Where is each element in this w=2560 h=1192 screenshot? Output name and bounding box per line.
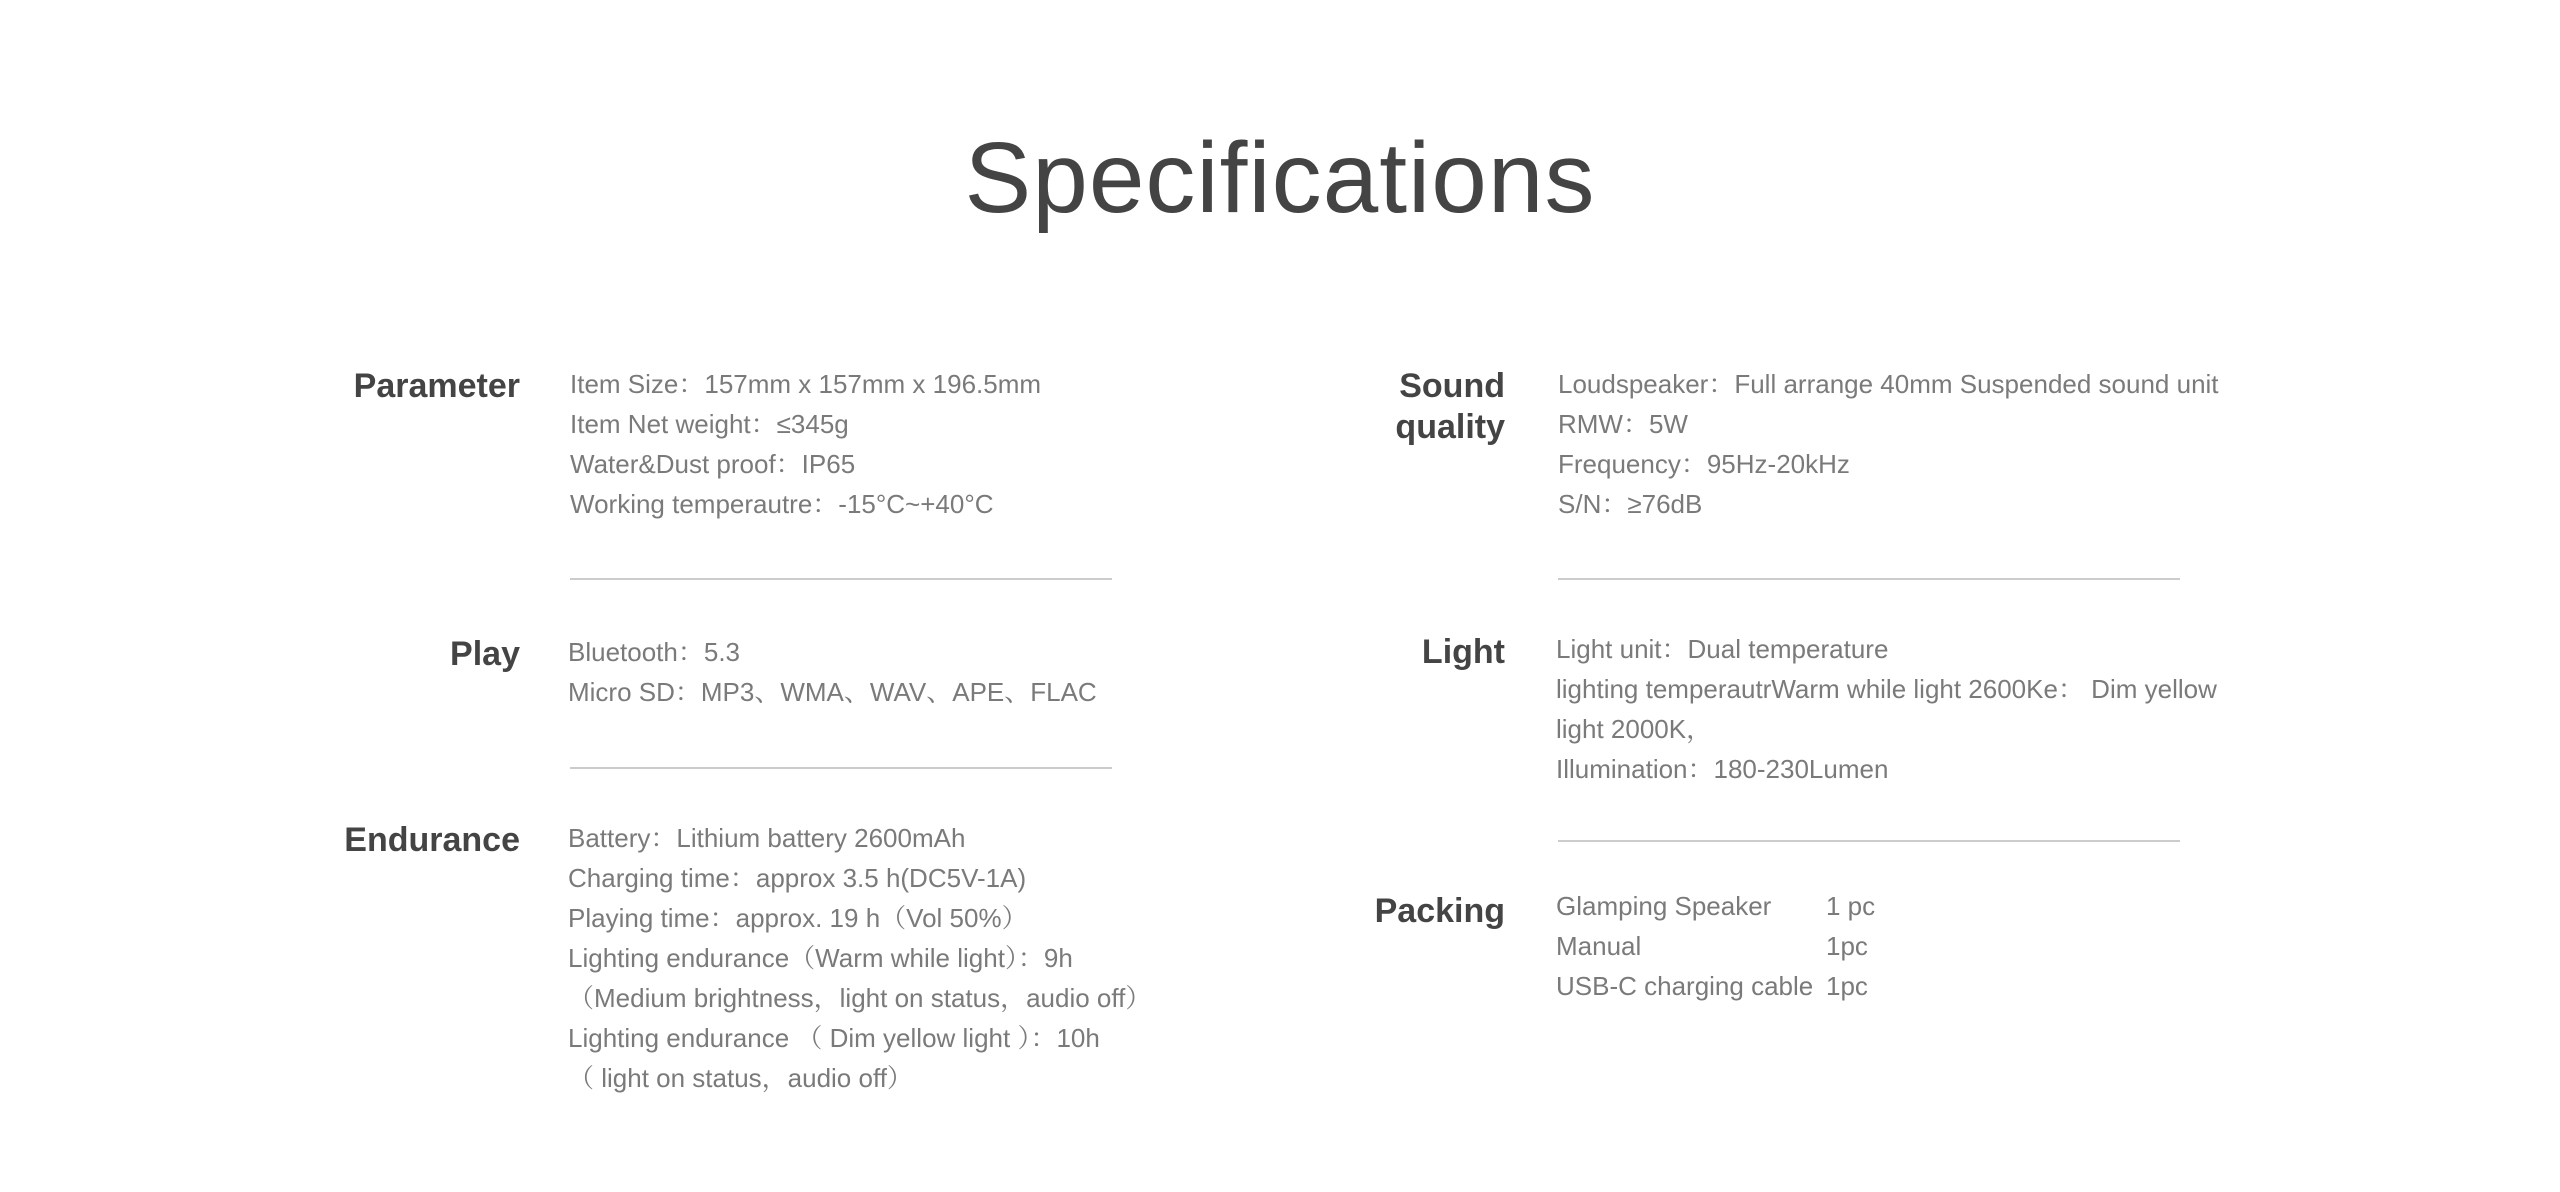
section-label-line: quality: [1395, 408, 1505, 446]
packing-item-name: USB-C charging cable: [1556, 971, 1814, 1001]
section-body-play: [568, 632, 1097, 712]
section-divider: [570, 767, 1112, 769]
packing-item-qty: 1pc: [1826, 971, 1868, 1001]
spec-line: Playing time：approx. 19 h（Vol 50%）: [568, 903, 1028, 933]
spec-line: Lighting endurance （ Dim yellow light ）：10h: [568, 1023, 1100, 1053]
packing-item: [1556, 926, 1956, 966]
spec-line: Working temperautre：-15°C~+40°C: [570, 489, 994, 519]
spec-line: Frequency：95Hz-20kHz: [1558, 449, 1850, 479]
spec-line: lighting temperautrWarm while light 2600Ke： Dim yellow: [1556, 674, 2217, 704]
packing-item-qty: 1pc: [1826, 931, 1868, 961]
section-body-sound-quality: [1558, 364, 2219, 524]
packing-item-name: Glamping Speaker: [1556, 891, 1772, 921]
spec-line: Water&Dust proof：IP65: [570, 449, 856, 479]
spec-line: Micro SD：MP3、WMA、WAV、APE、FLAC: [568, 677, 1097, 707]
section-body-endurance: [568, 818, 1151, 1098]
spec-line: Battery：Lithium battery 2600mAh: [568, 823, 966, 853]
section-body-packing: [1556, 886, 1956, 1006]
spec-line: Light unit：Dual temperature: [1556, 634, 1889, 664]
spec-line: S/N：≥76dB: [1558, 489, 1703, 519]
section-label-parameter: Parameter: [353, 367, 520, 405]
packing-item-name: Manual: [1556, 931, 1642, 961]
packing-item-qty: 1 pc: [1826, 891, 1876, 921]
spec-line: Illumination：180-230Lumen: [1556, 754, 1889, 784]
section-divider: [1558, 840, 2180, 842]
section-body-light: [1556, 629, 2217, 789]
section-divider: [570, 578, 1112, 580]
spec-line: Lighting endurance（Warm while light）：9h: [568, 943, 1073, 973]
spec-line: Loudspeaker：Full arrange 40mm Suspended sound unit: [1558, 369, 2219, 399]
packing-item: [1556, 886, 1956, 926]
section-label-line: Sound: [1399, 367, 1505, 405]
section-body-parameter: [570, 364, 1041, 524]
section-divider: [1558, 578, 2180, 580]
section-label-light: Light: [1421, 633, 1505, 671]
spec-line: Bluetooth：5.3: [568, 637, 741, 667]
section-label-packing: Packing: [1374, 892, 1505, 930]
spec-line: （Medium brightness，light on status，audio off）: [568, 983, 1152, 1013]
spec-line: Charging time：approx 3.5 h(DC5V-1A): [568, 863, 1027, 893]
spec-line: （ light on status，audio off）: [568, 1063, 913, 1093]
section-label-endurance: Endurance: [344, 821, 520, 859]
section-label-play: Play: [450, 635, 520, 673]
spec-line: RMW：5W: [1558, 409, 1688, 439]
page-title: Specifications: [964, 122, 1596, 234]
spec-line: Item Net weight：≤345g: [570, 409, 849, 439]
packing-item: [1556, 966, 1956, 1006]
spec-line: Item Size：157mm x 157mm x 196.5mm: [570, 369, 1042, 399]
section-label-sound-quality: [1205, 366, 1505, 448]
spec-line: light 2000K，: [1556, 714, 1713, 744]
